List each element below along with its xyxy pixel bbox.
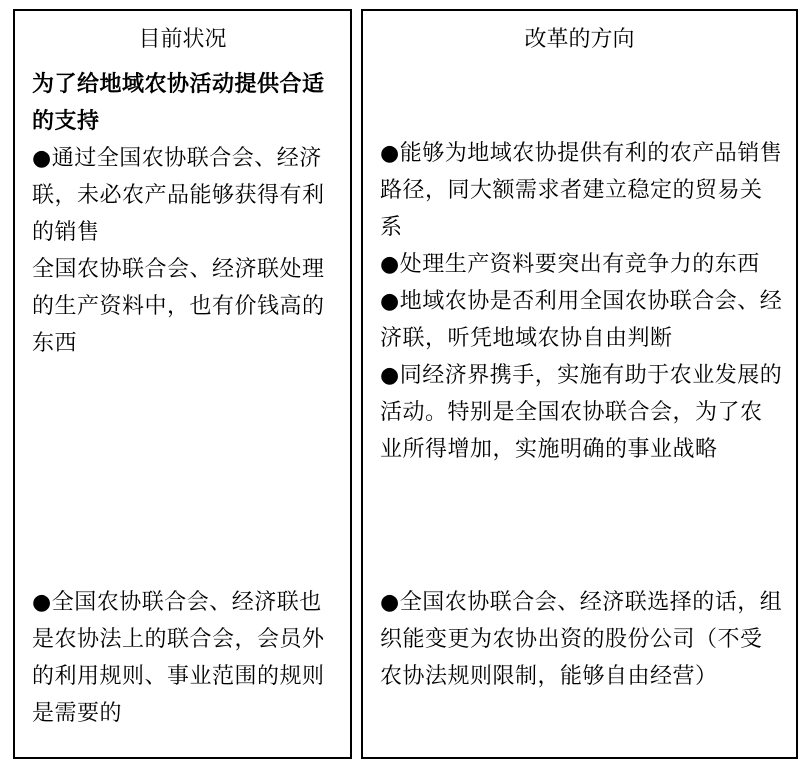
left-subheading: 为了给地域农协活动提供合适的支持 xyxy=(32,71,325,134)
right-block-1-para-1: ●能够为地域农协提供有利的农产品销售路径，同大额需求者建立稳定的贸易关系 xyxy=(380,141,783,240)
right-block-2-para-1: ●全国农协联合会、经济联选择的话，组织能变更为农协出资的股份公司（不受农协法规则限制，能够自由经营） xyxy=(380,590,783,689)
left-block-1-para-2: 全国农协联合会、经济联处理的生产资料中，也有价钱高的东西 xyxy=(32,257,325,356)
left-block-2 xyxy=(32,584,342,732)
right-block-2 xyxy=(380,584,784,695)
right-block-1-para-3: ●地域农协是否利用全国农协联合会、经济联，听凭地域农协自由判断 xyxy=(380,289,783,351)
current-situation-panel xyxy=(13,9,352,759)
left-block-2-para-1: ●全国农协联合会、经济联也是农协法上的联合会，会员外的利用规则、事业范围的规则是需要的 xyxy=(32,590,325,726)
right-block-1 xyxy=(380,135,784,468)
reform-direction-title: 改革的方向 xyxy=(524,27,635,52)
reform-direction-panel xyxy=(361,9,798,759)
right-block-1-para-4: ●同经济界携手，实施有助于农业发展的活动。特别是全国农协联合会，为了农业所得增加，实施明确的事业战略 xyxy=(380,363,783,462)
current-situation-title: 目前状况 xyxy=(138,27,227,52)
left-block-1-para-1: ●通过全国农协联合会、经济联，未必农产品能够获得有利的销售 xyxy=(32,146,325,245)
right-block-1-para-2: ●处理生产资料要突出有竞争力的东西 xyxy=(380,252,760,277)
left-block-1 xyxy=(32,140,342,362)
